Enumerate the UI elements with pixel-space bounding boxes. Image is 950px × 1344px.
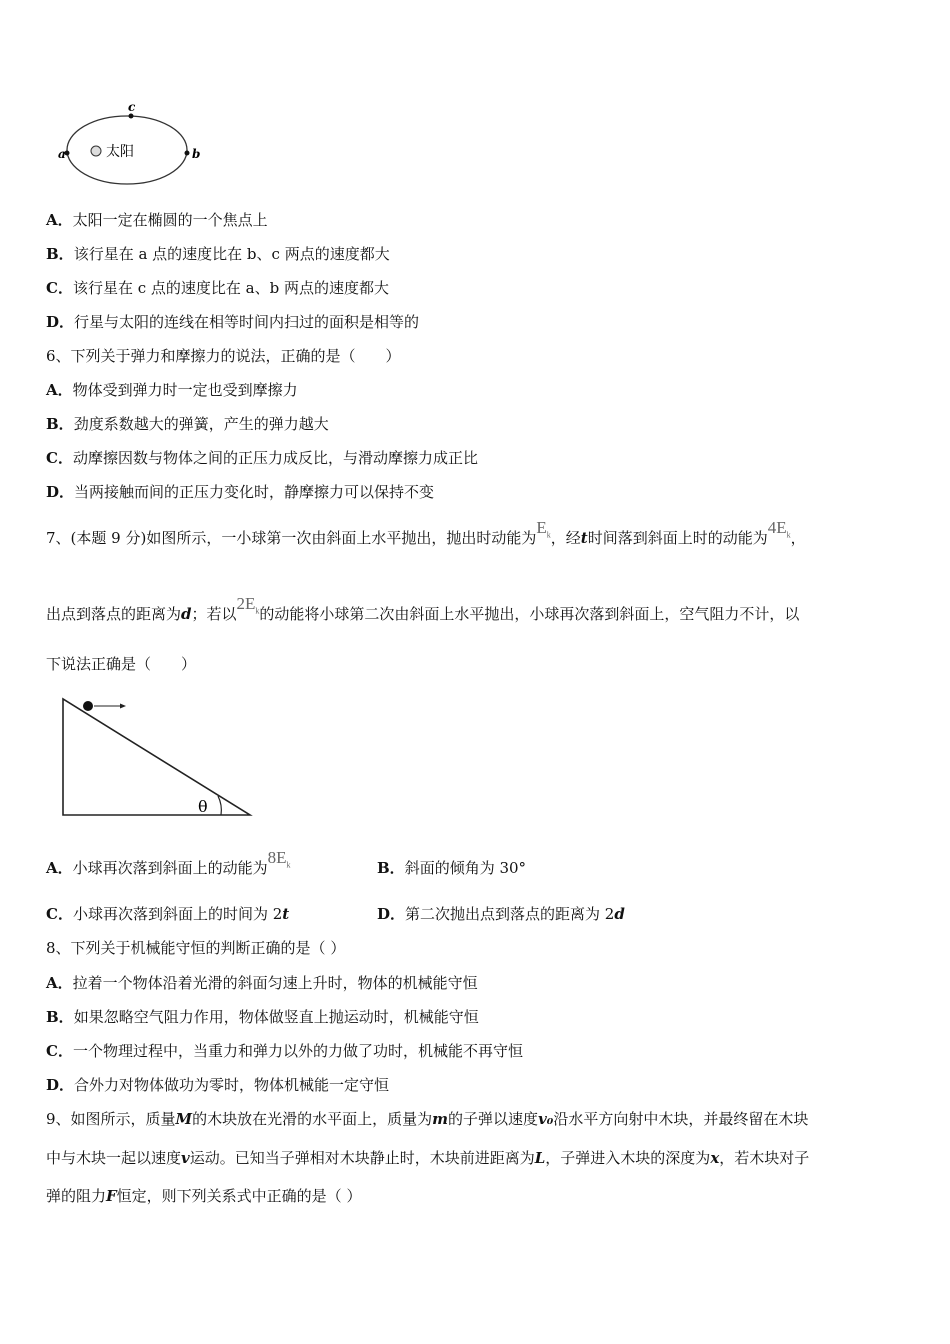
q7-stem-line3: 下说法正确是（ ） [46,655,197,673]
q5-option-d: D．行星与太阳的连线在相等时间内扫过的面积是相等的 [46,313,420,331]
ball-icon [83,701,93,711]
q6-option-c: C．动摩擦因数与物体之间的正压力成反比，与滑动摩擦力成正比 [46,449,478,467]
q8-option-c: C．一个物理过程中，当重力和弹力以外的力做了功时，机械能不再守恒 [46,1042,523,1060]
q9-stem-line3: 弹的阻力F恒定，则下列关系式中正确的是（ ） [46,1187,362,1205]
velocity-arrowhead [120,704,126,709]
q8-stem: 8、下列关于机械能守恒的判断正确的是（ ） [46,939,346,957]
q5-option-a: A．太阳一定在椭圆的一个焦点上 [46,211,268,229]
q7-stem-line1: 7、(本题 9 分)如图所示，一小球第一次由斜面上水平抛出，抛出时动能为$E_k$，经t时间落到斜面上时的动能为$4E_k$， [46,518,806,547]
q7-option-a: A．小球再次落到斜面上的动能为$8E_k$ [46,848,291,877]
q7-option-d: D．第二次抛出点到落点的距离为 2d [377,905,625,923]
q5-option-b: B．该行星在 a 点的速度比在 b、c 两点的速度都大 [46,245,390,263]
q8-option-d: D．合外力对物体做功为零时，物体机械能一定守恒 [46,1076,390,1094]
theta-label: θ [198,797,208,816]
point-a-label: a [58,147,66,161]
incline-figure [58,694,258,820]
orbit-figure [56,98,206,190]
q8-option-a: A．拉着一个物体沿着光滑的斜面匀速上升时，物体的机械能守恒 [46,974,478,992]
incline-triangle [63,699,250,815]
q6-option-a: A．物体受到弹力时一定也受到摩擦力 [46,381,298,399]
q6-stem: 6、下列关于弹力和摩擦力的说法，正确的是（ ） [46,347,401,365]
q8-option-b: B．如果忽略空气阻力作用，物体做竖直上抛运动时，机械能守恒 [46,1008,479,1026]
q9-stem-line1: 9、如图所示，质量M的木块放在光滑的水平面上，质量为m的子弹以速度v₀沿水平方向射中木块，并最终留在木块 [46,1110,809,1128]
sun-icon [91,146,101,156]
point-b-label: b [192,147,201,161]
q7-option-c: C．小球再次落到斜面上的时间为 2t [46,905,290,923]
q6-option-d: D．当两接触而间的正压力变化时，静摩擦力可以保持不变 [46,483,435,501]
q5-option-c: C．该行星在 c 点的速度比在 a、b 两点的速度都大 [46,279,389,297]
sun-label: 太阳 [106,144,134,160]
point-b-dot [185,151,190,156]
point-c-label: c [128,100,136,114]
point-c-dot [129,114,134,119]
q9-stem-line2: 中与木块一起以速度v运动。已知当子弹相对木块静止时，木块前进距离为L，子弹进入木块的深度为x，若木块对子 [46,1149,810,1167]
q6-option-b: B．劲度系数越大的弹簧，产生的弹力越大 [46,415,329,433]
angle-arc [218,796,221,815]
q7-stem-line2: 出点到落点的距离为d；若以$2E_k$的动能将小球第二次由斜面上水平抛出，小球再次落到斜面上，空气阻力不计，以 [46,594,800,623]
q7-option-b: B．斜面的倾角为 30° [377,859,527,877]
